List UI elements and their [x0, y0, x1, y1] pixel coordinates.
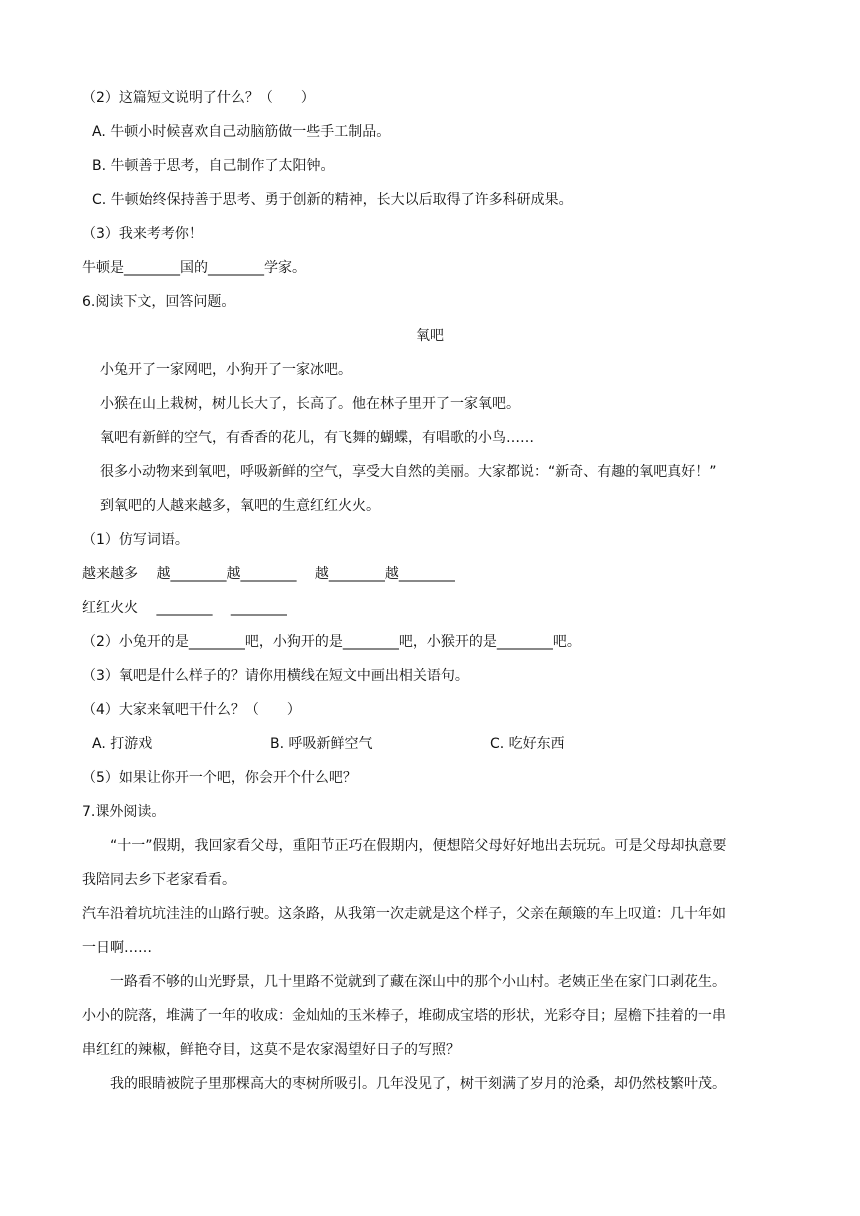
q6-question-4: （4）大家来氧吧干什么？（ ） [82, 702, 301, 718]
q5-fill-blank: 牛顿是________国的________学家。 [82, 260, 306, 276]
q6-option-a: A. 打游戏 [92, 736, 153, 752]
q5-question-3: （3）我来考考你！ [82, 226, 203, 242]
q6-paragraph-3: 氧吧有新鲜的空气，有香香的花儿，有飞舞的蝴蝶，有唱歌的小鸟…… [100, 430, 534, 446]
q6-paragraph-4: 很多小动物来到氧吧，呼吸新鲜的空气，享受大自然的美丽。大家都说：“新奇、有趣的氧吧真好！” [100, 464, 717, 480]
q7-paragraph-1-line-2: 我陪同去乡下老家看看。 [82, 872, 236, 888]
q6-heading: 6.阅读下文，回答问题。 [82, 294, 236, 310]
q6-question-3: （3）氧吧是什么样子的？请你用横线在短文中画出相关语句。 [82, 668, 469, 684]
q5-question-2: （2）这篇短文说明了什么？（ ） [82, 90, 315, 106]
q7-paragraph-3-line-1: 一路看不够的山光野景，几十里路不觉就到了藏在深山中的那个小山村。老姨正坐在家门口剥花生。 [110, 974, 726, 990]
q6-option-c: C. 吃好东西 [490, 736, 565, 752]
q5-option-c: C. 牛顿始终保持善于思考、勇于创新的精神，长大以后取得了许多科研成果。 [92, 192, 573, 208]
q6-question-1: （1）仿写词语。 [82, 532, 189, 548]
q7-paragraph-3-line-2: 小小的院落，堆满了一年的收成：金灿灿的玉米棒子，堆砌成宝塔的形状，光彩夺目；屋檐下挂着的一串 [82, 1008, 726, 1024]
q6-paragraph-1: 小兔开了一家网吧，小狗开了一家冰吧。 [100, 362, 352, 378]
q6-question-1-row-1: 越来越多 越________越________ 越________越________ [82, 566, 455, 582]
q7-paragraph-4-line-1: 我的眼睛被院子里那棵高大的枣树所吸引。几年没见了，树干刻满了岁月的沧桑，却仍然枝繁叶茂。 [110, 1076, 726, 1092]
q6-paragraph-2: 小猴在山上栽树，树儿长大了，长高了。他在林子里开了一家氧吧。 [100, 396, 520, 412]
q6-option-b: B. 呼吸新鲜空气 [270, 736, 373, 752]
q5-option-b: B. 牛顿善于思考，自己制作了太阳钟。 [92, 158, 335, 174]
q7-paragraph-3-line-3: 串红红的辣椒，鲜艳夺目，这莫不是农家渴望好日子的写照？ [82, 1042, 460, 1058]
q6-question-1-row-2: 红红火火 ________ ________ [82, 600, 287, 616]
q6-question-5: （5）如果让你开一个吧，你会开个什么吧？ [82, 770, 357, 786]
q6-paragraph-5: 到氧吧的人越来越多，氧吧的生意红红火火。 [100, 498, 380, 514]
q6-question-2: （2）小兔开的是________吧，小狗开的是________吧，小猴开的是________吧。 [82, 634, 581, 650]
q7-heading: 7.课外阅读。 [82, 804, 166, 820]
q7-paragraph-1-line-1: “十一”假期，我回家看父母，重阳节正巧在假期内，便想陪父母好好地出去玩玩。可是父母却执意要 [110, 838, 727, 854]
q6-passage-title: 氧吧 [416, 328, 444, 344]
q5-option-a: A. 牛顿小时候喜欢自己动脑筋做一些手工制品。 [92, 124, 391, 140]
q7-paragraph-2-line-1: 汽车沿着坑坑洼洼的山路行驶。这条路，从我第一次走就是这个样子，父亲在颠簸的车上叹道：几十年如 [82, 906, 726, 922]
q7-paragraph-2-line-2: 一日啊…… [82, 940, 152, 956]
